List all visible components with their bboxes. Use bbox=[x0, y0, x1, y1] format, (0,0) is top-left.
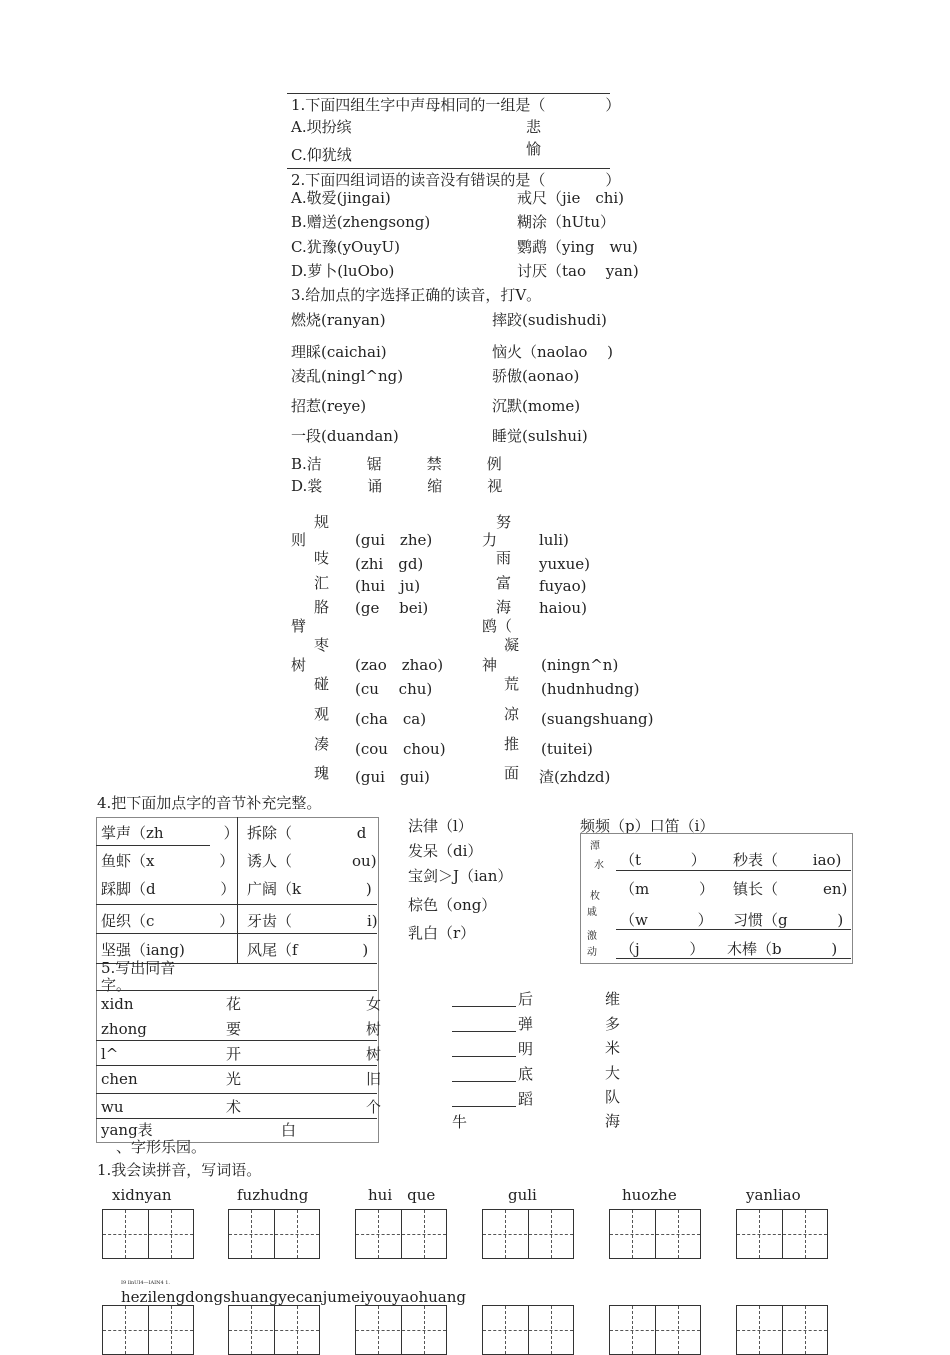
q4-middle-item: 宝剑＞J（ian） bbox=[408, 867, 513, 885]
jumble-pinyin: (cou chou) bbox=[355, 740, 446, 758]
jumble-pinyin: (gui gui) bbox=[355, 768, 430, 786]
rule bbox=[616, 870, 851, 871]
q3-item: 招惹(reye) bbox=[291, 397, 367, 415]
blank-line bbox=[452, 1056, 516, 1057]
q2-row-c-right: 鹦鹉（ying wu) bbox=[517, 238, 638, 256]
q5-char: 光 bbox=[226, 1070, 242, 1088]
q5-col-char: 大 bbox=[605, 1064, 621, 1082]
q5-col-char: 维 bbox=[605, 990, 621, 1008]
q5-blank-char: 明 bbox=[518, 1040, 534, 1058]
rule bbox=[616, 958, 851, 959]
writing-grid[interactable] bbox=[482, 1305, 574, 1355]
q3-item: 睡觉(sulshui) bbox=[492, 427, 588, 445]
writing-grid[interactable] bbox=[736, 1209, 828, 1259]
jumble-char: 富 bbox=[496, 574, 512, 592]
jumble-pinyin: (tuitei) bbox=[541, 740, 593, 758]
q5-pinyin: wu bbox=[101, 1098, 124, 1116]
jumble-pinyin: yuxue) bbox=[539, 555, 590, 573]
q5-pinyin: chen bbox=[101, 1070, 138, 1088]
jumble-pinyin: (gui zhe) bbox=[355, 531, 433, 549]
q2-row-d-right: 讨厌（tao yan) bbox=[517, 262, 639, 280]
jumble-char: 汇 bbox=[314, 574, 330, 592]
q4-right-item: 秒表（ iao) bbox=[733, 851, 842, 869]
writing-grid[interactable] bbox=[102, 1209, 194, 1259]
jumble-char: 树 bbox=[291, 656, 307, 674]
rule bbox=[96, 1040, 377, 1041]
q4-right-item: （m ） bbox=[620, 880, 714, 898]
section2-q1: 1.我会读拼音，写词语。 bbox=[97, 1161, 262, 1179]
jumble-char: 鸥（ bbox=[482, 617, 513, 635]
pinyin-prompt: fuzhudng bbox=[237, 1186, 309, 1204]
q5-title: 5.写出同音字。 bbox=[101, 959, 176, 994]
q5-col-char: 米 bbox=[605, 1039, 621, 1057]
q3-item: 理睬(caichai) bbox=[291, 343, 387, 361]
q4-item: 鱼虾（x ） bbox=[101, 852, 235, 870]
q2-row-b: B.赠送(zhengsong) bbox=[291, 213, 431, 231]
q4-title: 4.把下面加点字的音节补充完整。 bbox=[97, 794, 322, 812]
blank-line bbox=[452, 1006, 516, 1007]
q3-item: 沉默(mome) bbox=[492, 397, 581, 415]
q1-option-c-right: 愉 bbox=[526, 140, 542, 158]
q5-char: 树 bbox=[366, 1020, 382, 1038]
q3-item: 摔跤(sudishudi) bbox=[492, 311, 607, 329]
writing-grid[interactable] bbox=[102, 1305, 194, 1355]
q5-pinyin: yang表 bbox=[101, 1121, 153, 1139]
jumble-char: 瑰 bbox=[314, 764, 330, 782]
q2-row-c: C.犹豫(yOuyU) bbox=[291, 238, 400, 256]
rule bbox=[287, 168, 610, 169]
pinyin-prompt: hui que bbox=[368, 1186, 436, 1204]
writing-grid[interactable] bbox=[355, 1209, 447, 1259]
q4-item: 牙齿（ i) bbox=[247, 912, 378, 930]
q5-char: 白 bbox=[281, 1121, 297, 1139]
q1-option-c: C.仰犹绒 bbox=[291, 146, 352, 164]
q3-title: 3.给加点的字选择正确的读音，打V。 bbox=[291, 286, 542, 304]
pinyin-row-2: hezilengdongshuangyecanjumeiyouyaohuang bbox=[121, 1288, 466, 1306]
jumble-char: 规 bbox=[314, 513, 330, 531]
q4-item: 诱人（ ou) bbox=[247, 852, 377, 870]
rule bbox=[616, 929, 851, 930]
jumble-pinyin: (ningn^n) bbox=[541, 656, 619, 674]
q4-item: 掌声（zh ） bbox=[101, 824, 239, 842]
jumble-pinyin: (zao zhao) bbox=[355, 656, 444, 674]
jumble-char: 胳 bbox=[314, 598, 330, 616]
q4-right-item: （j ） bbox=[620, 940, 705, 958]
rule bbox=[96, 845, 210, 846]
q4-side-char: 戚 bbox=[587, 907, 597, 918]
q4-right-item: 木棒（b ) bbox=[727, 940, 838, 958]
blank-line bbox=[452, 1081, 516, 1082]
q3-item: 一段(duandan) bbox=[291, 427, 399, 445]
q5-char: 女 bbox=[366, 995, 382, 1013]
q1-option-a-right: 悲 bbox=[526, 118, 542, 136]
jumble-pinyin: luli) bbox=[539, 531, 569, 549]
q3-item: 凌乱(ningl^ng) bbox=[291, 367, 404, 385]
q5-col-char: 多 bbox=[605, 1015, 621, 1033]
jumble-char: 努 bbox=[496, 513, 512, 531]
q3-item: 燃烧(ranyan) bbox=[291, 311, 386, 329]
jumble-pinyin: (cu chu) bbox=[355, 680, 433, 698]
rule bbox=[96, 1118, 377, 1119]
jumble-char: 凉 bbox=[504, 705, 520, 723]
q4-middle-item: 棕色（ong） bbox=[408, 896, 497, 914]
pinyin-prompt: guli bbox=[508, 1186, 537, 1204]
q4-item: 拆除（ d bbox=[247, 824, 367, 842]
blank-line bbox=[452, 1031, 516, 1032]
q5-char: 要 bbox=[226, 1020, 242, 1038]
jumble-char: 臂 bbox=[291, 617, 307, 635]
jumble-pinyin: fuyao) bbox=[539, 577, 587, 595]
q4-side-char: 潭 bbox=[590, 841, 600, 852]
writing-grid[interactable] bbox=[609, 1209, 701, 1259]
writing-grid[interactable] bbox=[482, 1209, 574, 1259]
q4-item: 坚强（iang) bbox=[101, 941, 185, 959]
q5-char: 个 bbox=[366, 1098, 382, 1116]
q5-blank-char: 蹈 bbox=[518, 1090, 534, 1108]
jumble-char: 雨 bbox=[496, 549, 512, 567]
jumble-char: 推 bbox=[504, 735, 520, 753]
q1-option-a: A.坝扮缤 bbox=[291, 118, 352, 136]
writing-grid[interactable] bbox=[609, 1305, 701, 1355]
q5-char: 术 bbox=[226, 1098, 242, 1116]
writing-grid[interactable] bbox=[736, 1305, 828, 1355]
q5-pinyin: xidn bbox=[101, 995, 134, 1013]
jumble-char: 观 bbox=[314, 705, 330, 723]
jumble-pinyin: 渣(zhdzd) bbox=[539, 768, 611, 786]
q4-item: 踩脚（d ） bbox=[101, 880, 236, 898]
jumble-char: 凝 bbox=[504, 636, 520, 654]
q4-middle-item: 发呆（di） bbox=[408, 842, 483, 860]
q4-item: 风尾（f ) bbox=[247, 941, 369, 959]
q5-blank-char: 弹 bbox=[518, 1015, 534, 1033]
q4-right-item: （w ） bbox=[620, 911, 713, 929]
q3-item: 骄傲(aonao) bbox=[492, 367, 580, 385]
q4-side-char: 动 bbox=[587, 947, 597, 958]
jumble-pinyin: (ge bei) bbox=[355, 599, 429, 617]
rule bbox=[96, 904, 377, 905]
rule bbox=[96, 990, 377, 991]
q4-side-char: 枚 bbox=[590, 891, 600, 902]
q5-col-char: 队 bbox=[605, 1088, 621, 1106]
pinyin-prompt: huozhe bbox=[622, 1186, 677, 1204]
jumble-char: 海 bbox=[496, 598, 512, 616]
pinyin-prompt: yanliao bbox=[746, 1186, 801, 1204]
tiny-note: I9 llnUI4—IAIN4 1. bbox=[121, 1280, 171, 1286]
jumble-pinyin: (cha ca) bbox=[355, 710, 427, 728]
q1-option-b: B.洁 锯 禁 例 bbox=[291, 455, 502, 473]
blank-line bbox=[452, 1106, 516, 1107]
q4-right-item: 习惯（g ) bbox=[733, 911, 844, 929]
jumble-pinyin: haiou) bbox=[539, 599, 587, 617]
q4-item: 广阔（k ) bbox=[247, 880, 372, 898]
q2-row-a: A.敬爱(jingai) bbox=[291, 189, 391, 207]
rule bbox=[96, 1065, 377, 1066]
q4-right-item: （t ） bbox=[620, 851, 706, 869]
jumble-pinyin: (hui ju) bbox=[355, 577, 421, 595]
q4-right-item: 镇长（ en) bbox=[733, 880, 848, 898]
q4-middle-item: 法律（l） bbox=[408, 817, 473, 835]
q5-pinyin: zhong bbox=[101, 1020, 147, 1038]
jumble-char: 枣 bbox=[314, 636, 330, 654]
q2-row-b-right: 糊涂（hUtu） bbox=[517, 213, 615, 231]
jumble-char: 力 bbox=[482, 531, 498, 549]
jumble-char: 面 bbox=[504, 764, 520, 782]
writing-grid[interactable] bbox=[228, 1305, 320, 1355]
jumble-pinyin: (suangshuang) bbox=[541, 710, 654, 728]
jumble-pinyin: (zhi gd) bbox=[355, 555, 424, 573]
q4-middle-item: 乳白（r） bbox=[408, 924, 476, 942]
jumble-char: 荒 bbox=[504, 675, 520, 693]
q5-char: 开 bbox=[226, 1045, 242, 1063]
q5-pinyin: l^ bbox=[101, 1045, 119, 1063]
writing-grid[interactable] bbox=[355, 1305, 447, 1355]
q2-row-d: D.萝卜(luObo) bbox=[291, 262, 395, 280]
rule bbox=[96, 933, 377, 934]
q4-right-head: 频频（p）口笛（i） bbox=[580, 817, 715, 835]
q4-item: 促织（c ） bbox=[101, 912, 235, 930]
q5-blank-char: 底 bbox=[518, 1065, 534, 1083]
q5-blank-char: 后 bbox=[518, 990, 534, 1008]
rule bbox=[287, 93, 610, 94]
jumble-pinyin: (hudnhudng) bbox=[541, 680, 640, 698]
q4-side-char: 激 bbox=[587, 931, 597, 942]
jumble-char: 碰 bbox=[314, 675, 330, 693]
q2-row-a-right: 戒尺（jie chi) bbox=[517, 189, 625, 207]
jumble-char: 则 bbox=[291, 531, 307, 549]
q1-title: 1.下面四组生字中声母相同的一组是（ ） bbox=[291, 96, 621, 114]
q1-option-d: D.裳 诵 缩 视 bbox=[291, 477, 503, 495]
q5-char: 花 bbox=[226, 995, 242, 1013]
jumble-char: 吱 bbox=[314, 549, 330, 567]
q5-char: 树 bbox=[366, 1045, 382, 1063]
jumble-char: 神 bbox=[482, 656, 498, 674]
jumble-char: 凑 bbox=[314, 735, 330, 753]
q5-char: 旧 bbox=[366, 1070, 382, 1088]
q3-item: 恼火（naolao ) bbox=[492, 343, 614, 361]
writing-grid[interactable] bbox=[228, 1209, 320, 1259]
pinyin-prompt: xidnyan bbox=[112, 1186, 172, 1204]
section2-title: 、字形乐园。 bbox=[116, 1138, 207, 1156]
rule bbox=[96, 1093, 377, 1094]
q5-col-char: 海 bbox=[605, 1112, 621, 1130]
q4-side-char: 水 bbox=[594, 860, 604, 871]
q2-title: 2.下面四组词语的读音没有错误的是（ ） bbox=[291, 171, 621, 189]
q5-blank-extra: 牛 bbox=[452, 1113, 468, 1131]
